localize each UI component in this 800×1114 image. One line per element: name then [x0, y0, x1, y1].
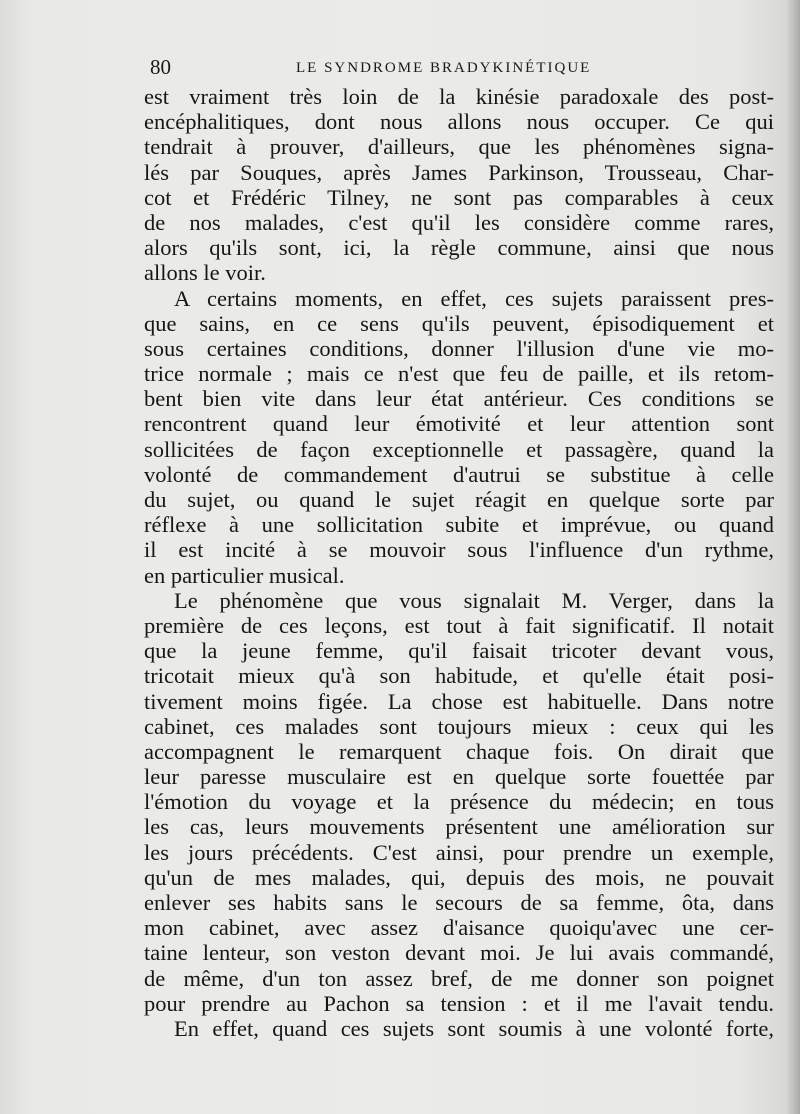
text-line: accompagnent le remarquent chaque fois. On dirait que: [144, 738, 774, 764]
paragraph-start-line: Le phénomène que vous signalait M. Verger, dans la: [174, 587, 774, 613]
text-line: les cas, leurs mouvements présentent une amélioration sur: [144, 814, 774, 840]
text-line: cabinet, ces malades sont toujours mieux : ceux qui les: [144, 713, 774, 739]
text-line: encéphalitiques, dont nous allons nous occuper. Ce qui: [144, 109, 774, 135]
text-line: première de ces leçons, est tout à fait significatif. Il notait: [144, 612, 774, 638]
text-line: sollicitées de façon exceptionnelle et passagère, quand la: [144, 436, 774, 462]
text-line: du sujet, ou quand le sujet réagit en quelque sorte par: [144, 487, 774, 512]
text-line: en particulier musical.: [144, 562, 345, 588]
text-line: est vraiment très loin de la kinésie paradoxale des post-: [144, 84, 774, 109]
text-line: taine lenteur, son veston devant moi. Je lui avais commandé,: [144, 940, 774, 966]
text-line: tendrait à prouver, d'ailleurs, que les phénomènes signa-: [144, 134, 774, 160]
text-line: allons le voir.: [144, 260, 266, 286]
text-line: volonté de commandement d'autrui se substitue à celle: [144, 461, 774, 487]
body-text: [144, 84, 774, 1041]
text-line: cot et Frédéric Tilney, ne sont pas comparables à ceux: [144, 184, 774, 210]
text-line: leur paresse musculaire est en quelque sorte fouettée par: [144, 764, 774, 790]
text-line: bent bien vite dans leur état antérieur. Ces conditions se: [144, 386, 774, 412]
paragraph-start-line: A certains moments, en effet, ces sujets paraissent pres-: [174, 285, 774, 311]
text-line: de même, d'un ton assez bref, de me donner son poignet: [144, 965, 774, 991]
running-title: LE SYNDROME BRADYKINÉTIQUE: [296, 60, 592, 76]
text-line: lés par Souques, après James Parkinson, Trousseau, Char-: [144, 159, 774, 185]
page-header: [150, 52, 640, 82]
text-line: enlever ses habits sans le secours de sa femme, ôta, dans: [144, 890, 774, 915]
text-line: il est incité à se mouvoir sous l'influence d'un rythme,: [144, 537, 774, 563]
text-line: l'émotion du voyage et la présence du médecin; en tous: [144, 789, 774, 815]
text-line: qu'un de mes malades, qui, depuis des mois, ne pouvait: [144, 864, 774, 890]
text-line: sous certaines conditions, donner l'illusion d'une vie mo-: [144, 335, 774, 361]
paragraph-start-line: En effet, quand ces sujets sont soumis à une volonté forte,: [174, 1015, 774, 1041]
text-line: tivement moins figée. La chose est habituelle. Dans notre: [144, 688, 774, 714]
text-line: mon cabinet, avec assez d'aisance quoiqu'avec une cer-: [144, 915, 774, 941]
text-line: que sains, en ce sens qu'ils peuvent, épisodiquement et: [144, 310, 774, 336]
text-line: tricotait mieux qu'à son habitude, et qu'elle était posi-: [144, 663, 774, 689]
text-line: pour prendre au Pachon sa tension : et il me l'avait tendu.: [144, 990, 774, 1016]
text-line: de nos malades, c'est qu'il les considère comme rares,: [144, 209, 774, 235]
text-line: alors qu'ils sont, ici, la règle commune, ainsi que nous: [144, 235, 774, 261]
text-line: rencontrent quand leur émotivité et leur attention sont: [144, 411, 774, 437]
page-binding-shadow: [786, 0, 800, 1114]
text-line: trice normale ; mais ce n'est que feu de paille, et ils retom-: [144, 361, 774, 387]
page-number: 80: [150, 55, 171, 79]
text-line: que la jeune femme, qu'il faisait tricoter devant vous,: [144, 638, 774, 664]
text-line: réflexe à une sollicitation subite et imprévue, ou quand: [144, 512, 774, 538]
text-line: les jours précédents. C'est ainsi, pour prendre un exemple,: [144, 839, 774, 865]
